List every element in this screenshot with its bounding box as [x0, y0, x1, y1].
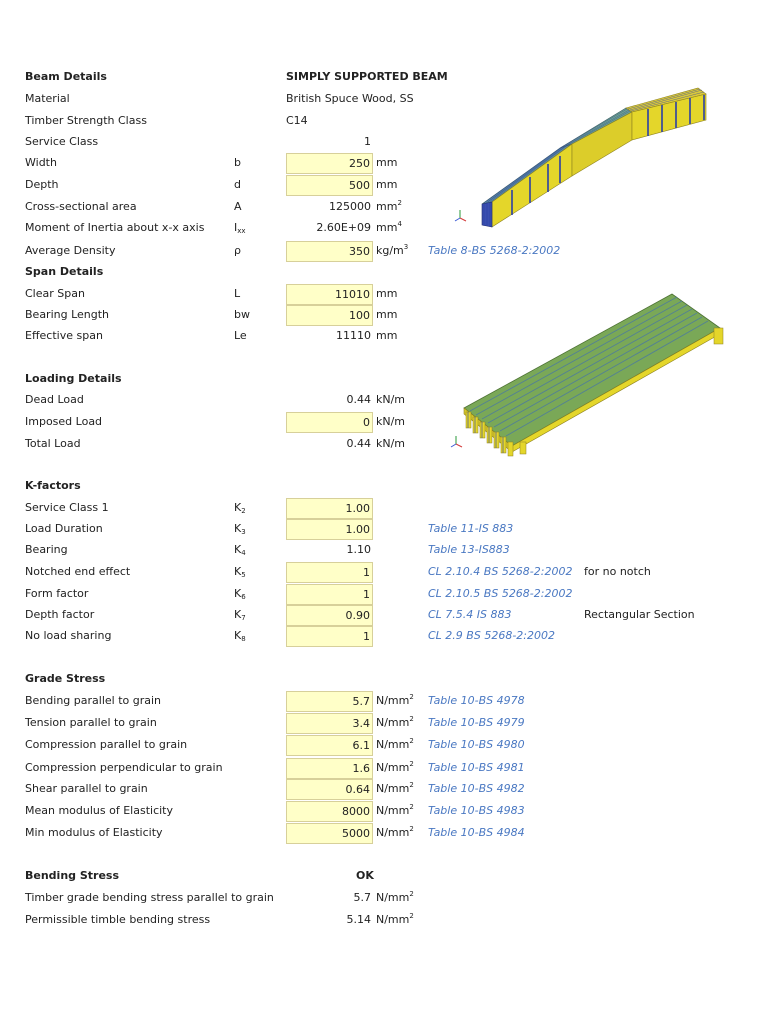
beam-3d-view-icon [448, 82, 710, 232]
k-factor-symbol-text: K [234, 565, 242, 578]
k-factor-input[interactable]: 1 [286, 584, 373, 605]
inertia-unit-text: mm [376, 221, 398, 234]
effective-span-unit: mm [376, 329, 398, 342]
axis-triad-icon [455, 210, 466, 221]
depth-input[interactable]: 500 [286, 175, 373, 196]
span-details-heading: Span Details [25, 265, 104, 278]
total-load-unit: kN/m [376, 437, 406, 450]
grade-stress-unit [376, 691, 414, 711]
grade-stress-header-row [0, 669, 768, 689]
grade-stress-unit-exponent: 2 [409, 803, 414, 811]
grade-stress-label: Mean modulus of Elasticity [25, 804, 173, 817]
k-factor-row [0, 562, 768, 582]
grade-stress-label: Compression parallel to grain [25, 738, 188, 751]
k-factor-symbol [234, 498, 246, 518]
permissible-bending-value: 5.14 [346, 913, 371, 926]
permissible-bending-unit [376, 910, 414, 930]
k-factor-symbol-subscript: 8 [241, 635, 246, 643]
area-unit [376, 197, 402, 217]
effective-span-label: Effective span [25, 329, 103, 342]
k-factor-symbol [234, 584, 246, 604]
k-factor-value: 1.10 [346, 543, 371, 556]
grade-stress-unit [376, 758, 414, 778]
effective-span-symbol: Le [234, 329, 247, 342]
grade-stress-input[interactable]: 5000 [286, 823, 373, 844]
beam-plan-view-icon [446, 288, 730, 460]
imposed-load-unit: kN/m [376, 415, 406, 428]
density-symbol: ρ [234, 244, 241, 257]
depth-unit: mm [376, 178, 398, 191]
k-factor-symbol-text: K [234, 608, 242, 621]
grade-stress-reference: Table 10-BS 4978 [428, 694, 525, 707]
k-factor-reference: CL 2.10.5 BS 5268-2:2002 [428, 587, 573, 600]
k-factor-reference: Table 11-IS 883 [428, 522, 514, 535]
k-factor-row [0, 540, 768, 560]
k-factor-symbol-subscript: 5 [241, 571, 246, 579]
k-factor-reference: Table 13-IS883 [428, 543, 510, 556]
k-factor-symbol-text: K [234, 587, 242, 600]
imposed-load-label: Imposed Load [25, 415, 103, 428]
clear-span-input[interactable]: 11010 [286, 284, 373, 305]
inertia-unit [376, 218, 402, 238]
k-factor-input[interactable]: 1 [286, 562, 373, 583]
density-unit [376, 241, 408, 261]
beam-type: SIMPLY SUPPORTED BEAM [286, 70, 448, 83]
clear-span-symbol: L [234, 287, 241, 300]
k-factor-symbol-text: K [234, 501, 242, 514]
grade-stress-unit-exponent: 2 [409, 781, 414, 789]
k-factor-row [0, 584, 768, 604]
grade-stress-unit-text: N/mm [376, 782, 410, 795]
bearing-length-symbol: bw [234, 308, 250, 321]
width-unit: mm [376, 156, 398, 169]
grade-stress-unit-exponent: 2 [409, 760, 414, 768]
density-row [0, 241, 768, 261]
area-unit-text: mm [376, 200, 398, 213]
k-factor-input[interactable]: 1 [286, 626, 373, 647]
k-factor-symbol-subscript: 7 [241, 614, 246, 622]
k-factor-reference: CL 2.10.4 BS 5268-2:2002 [428, 565, 573, 578]
grade-stress-unit-exponent: 2 [409, 825, 414, 833]
total-load-label: Total Load [25, 437, 81, 450]
inertia-value: 2.60E+09 [316, 221, 371, 234]
clear-span-label: Clear Span [25, 287, 85, 300]
k-factor-label: No load sharing [25, 629, 112, 642]
grade-stress-label: Shear parallel to grain [25, 782, 148, 795]
grade-stress-unit-text: N/mm [376, 716, 410, 729]
bending-stress-heading: Bending Stress [25, 869, 120, 882]
grade-stress-row [0, 691, 768, 711]
permissible-bending-unit-exponent: 2 [409, 912, 414, 920]
area-value: 125000 [329, 200, 371, 213]
grade-stress-unit-text: N/mm [376, 826, 410, 839]
grade-stress-unit-exponent: 2 [409, 737, 414, 745]
k-factor-label: Load Duration [25, 522, 103, 535]
grade-stress-unit-exponent: 2 [409, 693, 414, 701]
k-factor-reference: CL 2.9 BS 5268-2:2002 [428, 629, 555, 642]
timber-bending-unit-text: N/mm [376, 891, 410, 904]
grade-stress-unit [376, 823, 414, 843]
grade-stress-reference: Table 10-BS 4979 [428, 716, 525, 729]
span-details-header-row [0, 262, 768, 282]
permissible-bending-row [0, 910, 768, 930]
grade-stress-unit-text: N/mm [376, 761, 410, 774]
clear-span-unit: mm [376, 287, 398, 300]
timber-bending-value: 5.7 [353, 891, 371, 904]
density-unit-text: kg/m [376, 244, 404, 257]
grade-stress-label: Tension parallel to grain [25, 716, 157, 729]
density-reference: Table 8-BS 5268-2:2002 [428, 244, 561, 257]
k-factor-row [0, 605, 768, 625]
effective-span-value: 11110 [336, 329, 371, 342]
k-factor-symbol [234, 519, 246, 539]
density-label: Average Density [25, 244, 116, 257]
material-label: Material [25, 92, 70, 105]
grade-stress-heading: Grade Stress [25, 672, 106, 685]
k-factor-label: Form factor [25, 587, 89, 600]
grade-stress-input[interactable]: 0.64 [286, 779, 373, 800]
grade-stress-input[interactable]: 6.1 [286, 735, 373, 756]
inertia-unit-exponent: 4 [397, 220, 402, 228]
grade-stress-reference: Table 10-BS 4980 [428, 738, 525, 751]
loading-details-heading: Loading Details [25, 372, 122, 385]
grade-stress-label: Compression perpendicular to grain [25, 761, 223, 774]
k-factor-row [0, 519, 768, 539]
k-factor-symbol [234, 605, 246, 625]
grade-stress-row [0, 779, 768, 799]
dead-load-value: 0.44 [346, 393, 371, 406]
k-factor-input[interactable]: 1.00 [286, 498, 373, 519]
k-factor-symbol-text: K [234, 629, 242, 642]
k-factors-header-row [0, 476, 768, 496]
k-factor-symbol-subscript: 4 [241, 549, 246, 557]
permissible-bending-unit-text: N/mm [376, 913, 410, 926]
k-factor-row [0, 498, 768, 518]
grade-stress-input[interactable]: 5.7 [286, 691, 373, 712]
k-factor-label: Depth factor [25, 608, 95, 621]
k-factor-symbol-subscript: 3 [241, 528, 246, 536]
width-symbol: b [234, 156, 241, 169]
depth-symbol: d [234, 178, 241, 191]
grade-stress-unit [376, 713, 414, 733]
grade-stress-row [0, 735, 768, 755]
grade-stress-row [0, 801, 768, 821]
width-input[interactable]: 250 [286, 153, 373, 174]
k-factor-label: Service Class 1 [25, 501, 109, 514]
k-factor-input[interactable]: 0.90 [286, 605, 373, 626]
area-symbol: A [234, 200, 242, 213]
bearing-length-input[interactable]: 100 [286, 305, 373, 326]
total-load-value: 0.44 [346, 437, 371, 450]
grade-stress-input[interactable]: 8000 [286, 801, 373, 822]
grade-stress-input[interactable]: 3.4 [286, 713, 373, 734]
dead-load-unit: kN/m [376, 393, 406, 406]
bending-status: OK [356, 869, 374, 882]
k-factor-symbol-subscript: 6 [241, 593, 246, 601]
timber-bending-unit-exponent: 2 [409, 890, 414, 898]
timber-bending-row [0, 888, 768, 908]
grade-stress-unit-text: N/mm [376, 804, 410, 817]
grade-stress-label: Min modulus of Elasticity [25, 826, 163, 839]
width-label: Width [25, 156, 57, 169]
bearing-length-unit: mm [376, 308, 398, 321]
k-factor-symbol [234, 626, 246, 646]
density-unit-exponent: 3 [403, 243, 409, 251]
grade-stress-unit [376, 779, 414, 799]
service-class-value: 1 [364, 135, 371, 148]
grade-stress-reference: Table 10-BS 4982 [428, 782, 525, 795]
k-factors-heading: K-factors [25, 479, 81, 492]
k-factor-input[interactable]: 1.00 [286, 519, 373, 540]
inertia-symbol-text: I [234, 221, 238, 234]
bending-stress-header-row [0, 866, 768, 886]
grade-stress-row [0, 823, 768, 843]
density-input[interactable]: 350 [286, 241, 373, 262]
area-label: Cross-sectional area [25, 200, 137, 213]
timber-bending-unit [376, 888, 414, 908]
grade-stress-unit [376, 735, 414, 755]
grade-stress-reference: Table 10-BS 4983 [428, 804, 525, 817]
inertia-symbol [234, 218, 246, 238]
dead-load-label: Dead Load [25, 393, 84, 406]
grade-stress-unit-text: N/mm [376, 738, 410, 751]
bearing-length-label: Bearing Length [25, 308, 110, 321]
grade-stress-unit-exponent: 2 [409, 715, 414, 723]
grade-stress-reference: Table 10-BS 4981 [428, 761, 525, 774]
axis-triad-icon [451, 436, 462, 447]
strength-class-value: C14 [286, 114, 308, 127]
k-factor-label: Notched end effect [25, 565, 131, 578]
k-factor-row [0, 626, 768, 646]
grade-stress-row [0, 713, 768, 733]
k-factor-symbol-text: K [234, 522, 242, 535]
grade-stress-unit-text: N/mm [376, 694, 410, 707]
k-factor-note: for no notch [584, 565, 651, 578]
depth-label: Depth [25, 178, 59, 191]
k-factor-symbol-text: K [234, 543, 242, 556]
material-value: British Spuce Wood, SS [286, 92, 414, 105]
grade-stress-reference: Table 10-BS 4984 [428, 826, 525, 839]
grade-stress-row [0, 758, 768, 778]
permissible-bending-label: Permissible timble bending stress [25, 913, 211, 926]
k-factor-symbol [234, 540, 246, 560]
k-factor-reference: CL 7.5.4 IS 883 [428, 608, 512, 621]
k-factor-label: Bearing [25, 543, 68, 556]
area-unit-exponent: 2 [397, 199, 402, 207]
grade-stress-unit [376, 801, 414, 821]
strength-class-label: Timber Strength Class [25, 114, 147, 127]
inertia-label: Moment of Inertia about x-x axis [25, 221, 205, 234]
grade-stress-input[interactable]: 1.6 [286, 758, 373, 779]
beam-details-heading: Beam Details [25, 70, 107, 83]
k-factor-symbol-subscript: 2 [241, 507, 246, 515]
k-factor-note: Rectangular Section [584, 608, 695, 621]
k-factor-symbol [234, 562, 246, 582]
service-class-label: Service Class [25, 135, 99, 148]
grade-stress-label: Bending parallel to grain [25, 694, 162, 707]
timber-bending-label: Timber grade bending stress parallel to grain [25, 891, 274, 904]
inertia-symbol-subscript: xx [237, 227, 246, 235]
imposed-load-input[interactable]: 0 [286, 412, 373, 433]
